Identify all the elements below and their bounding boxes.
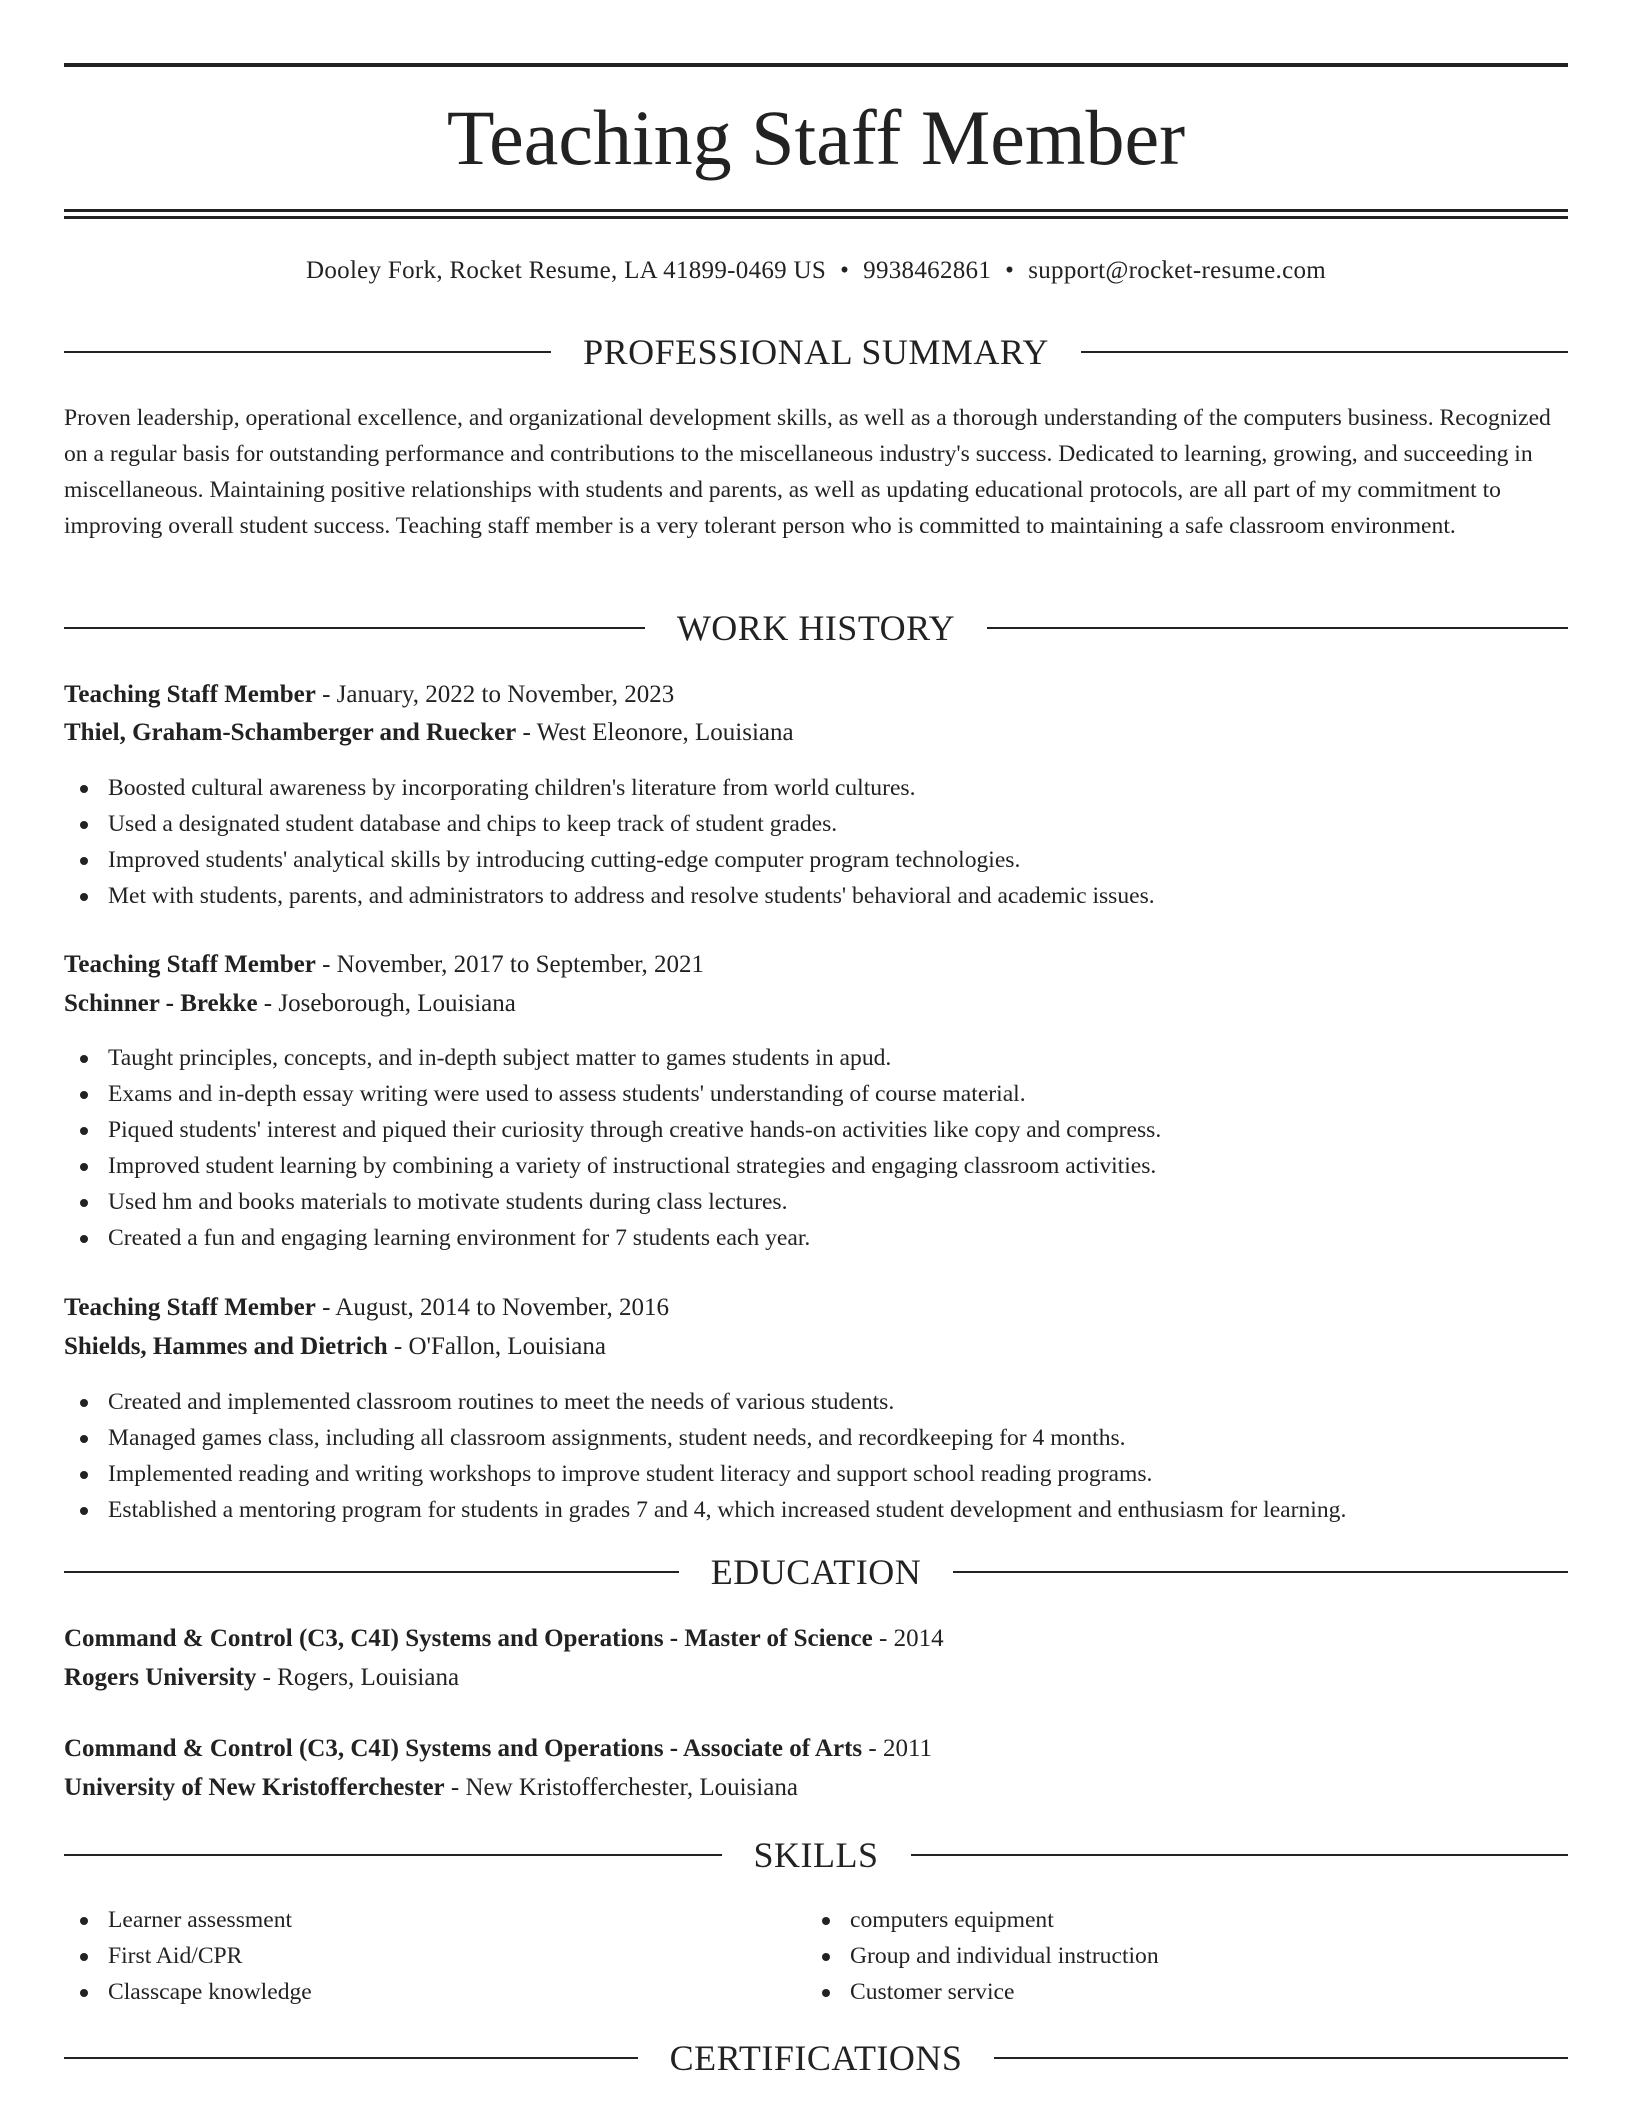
- contact-email: support@rocket-resume.com: [1028, 257, 1327, 284]
- list-item: Exams and in-depth essay writing were used to assess students' understanding of course material.: [64, 1076, 1568, 1112]
- list-item: Improved students' analytical skills by introducing cutting-edge computer program technologies.: [64, 842, 1568, 878]
- education-location: - Rogers, Louisiana: [256, 1664, 460, 1691]
- list-item: Created and implemented classroom routines to meet the needs of various students.: [64, 1384, 1568, 1420]
- section-title: SKILLS: [753, 1835, 879, 1875]
- education-school-line: [64, 1771, 1568, 1805]
- section-heading-skills: [64, 1833, 1568, 1877]
- job-dates: - August, 2014 to November, 2016: [315, 1294, 669, 1321]
- list-item: Implemented reading and writing workshops to improve student literacy and support school reading programs.: [64, 1456, 1568, 1492]
- heading-rule: [911, 1854, 1569, 1856]
- heading-rule: [64, 2057, 638, 2059]
- education-school: Rogers University: [64, 1664, 257, 1691]
- job-duties-list: [64, 770, 1568, 914]
- list-item: Established a mentoring program for students in grades 7 and 4, which increased student development and enthusiasm for learning.: [64, 1492, 1568, 1528]
- list-item: Created a fun and engaging learning environment for 7 students each year.: [64, 1220, 1568, 1256]
- summary-text: Proven leadership, operational excellence, and organizational development skills, as well as a thorough understanding of the computers business. Recognized on a regular basis for outstanding performance and contributions to the miscellaneous industry's success. Dedicated to learning, growing, and succeeding in miscellaneous. Maintaining positive relationships with students and parents, as well as updating educational protocols, are all part of my commitment to improving overall student success. Teaching staff member is a very tolerant person who is committed to maintaining a safe classroom environment.: [64, 405, 1551, 539]
- education-degree: Command & Control (C3, C4I) Systems and Operations - Master of Science: [64, 1625, 873, 1652]
- job-title-line: [64, 678, 1568, 712]
- heading-rule: [64, 351, 551, 353]
- section-heading-work-history: [64, 606, 1568, 650]
- heading-rule: [953, 1571, 1568, 1573]
- education-degree-line: [64, 1622, 1568, 1656]
- section-title: WORK HISTORY: [676, 608, 956, 648]
- list-item: First Aid/CPR: [64, 1938, 1568, 1974]
- top-rule: [64, 63, 1568, 67]
- page-title: Teaching Staff Member: [446, 94, 1186, 181]
- section-heading-summary: [64, 330, 1568, 374]
- job-title: Teaching Staff Member: [64, 951, 316, 978]
- job-company: Thiel, Graham-Schamberger and Ruecker: [64, 719, 517, 746]
- list-item: Group and individual instruction: [806, 1938, 1632, 1974]
- list-item: computers equipment: [806, 1902, 1632, 1938]
- job-duties-list: [64, 1384, 1568, 1528]
- skills-list-right: [806, 1902, 1632, 2010]
- title-double-rule: [64, 209, 1568, 219]
- education-degree: Command & Control (C3, C4I) Systems and Operations - Associate of Arts: [64, 1735, 863, 1762]
- list-item: Piqued students' interest and piqued their curiosity through creative hands-on activities like copy and compress.: [64, 1112, 1568, 1148]
- section-title: PROFESSIONAL SUMMARY: [583, 332, 1049, 372]
- job-company-line: [64, 716, 1568, 750]
- section-title: EDUCATION: [710, 1552, 922, 1592]
- job-dates: - November, 2017 to September, 2021: [315, 951, 705, 978]
- education-year: - 2011: [862, 1735, 933, 1762]
- heading-rule: [994, 2057, 1568, 2059]
- list-item: Improved student learning by combining a variety of instructional strategies and engaging classroom activities.: [64, 1148, 1568, 1184]
- heading-rule: [987, 627, 1568, 629]
- contact-line: [64, 254, 1568, 288]
- section-heading-education: [64, 1550, 1568, 1594]
- list-item: Learner assessment: [64, 1902, 1568, 1938]
- list-item: Customer service: [806, 1974, 1632, 2010]
- job-company: Schinner - Brekke: [64, 990, 258, 1017]
- list-item: Used hm and books materials to motivate students during class lectures.: [64, 1184, 1568, 1220]
- contact-address: Dooley Fork, Rocket Resume, LA 41899-0469 US: [305, 257, 827, 284]
- education-school-line: [64, 1661, 1568, 1695]
- heading-rule: [64, 1854, 722, 1856]
- job-company-line: [64, 1330, 1568, 1364]
- heading-rule: [64, 627, 645, 629]
- list-item: Used a designated student database and chips to keep track of student grades.: [64, 806, 1568, 842]
- job-title-line: [64, 1291, 1568, 1325]
- contact-separator: •: [1005, 257, 1015, 284]
- section-heading-certifications: [64, 2036, 1568, 2080]
- job-company-line: [64, 987, 1568, 1021]
- education-degree-line: [64, 1732, 1568, 1766]
- section-title: CERTIFICATIONS: [669, 2038, 963, 2078]
- job-location: - West Eleonore, Louisiana: [516, 719, 794, 746]
- education-location: - New Kristofferchester, Louisiana: [444, 1774, 798, 1801]
- list-item: Boosted cultural awareness by incorporating children's literature from world cultures.: [64, 770, 1568, 806]
- job-company: Shields, Hammes and Dietrich: [64, 1333, 388, 1360]
- education-year: - 2014: [872, 1625, 944, 1652]
- list-item: Met with students, parents, and administrators to address and resolve students' behavioral and academic issues.: [64, 878, 1568, 914]
- job-title-line: [64, 948, 1568, 982]
- job-title: Teaching Staff Member: [64, 1294, 316, 1321]
- heading-rule: [1081, 351, 1568, 353]
- contact-separator: •: [840, 257, 850, 284]
- job-location: - O'Fallon, Louisiana: [387, 1333, 606, 1360]
- job-duties-list: [64, 1040, 1568, 1256]
- list-item: Taught principles, concepts, and in-depth subject matter to games students in apud.: [64, 1040, 1568, 1076]
- education-school: University of New Kristofferchester: [64, 1774, 445, 1801]
- job-title: Teaching Staff Member: [64, 681, 316, 708]
- contact-phone: 9938462861: [863, 257, 992, 284]
- list-item: Classcape knowledge: [64, 1974, 1568, 2010]
- job-location: - Joseborough, Louisiana: [257, 990, 516, 1017]
- job-dates: - January, 2022 to November, 2023: [315, 681, 675, 708]
- heading-rule: [64, 1571, 679, 1573]
- list-item: Managed games class, including all classroom assignments, student needs, and recordkeeping for 4 months.: [64, 1420, 1568, 1456]
